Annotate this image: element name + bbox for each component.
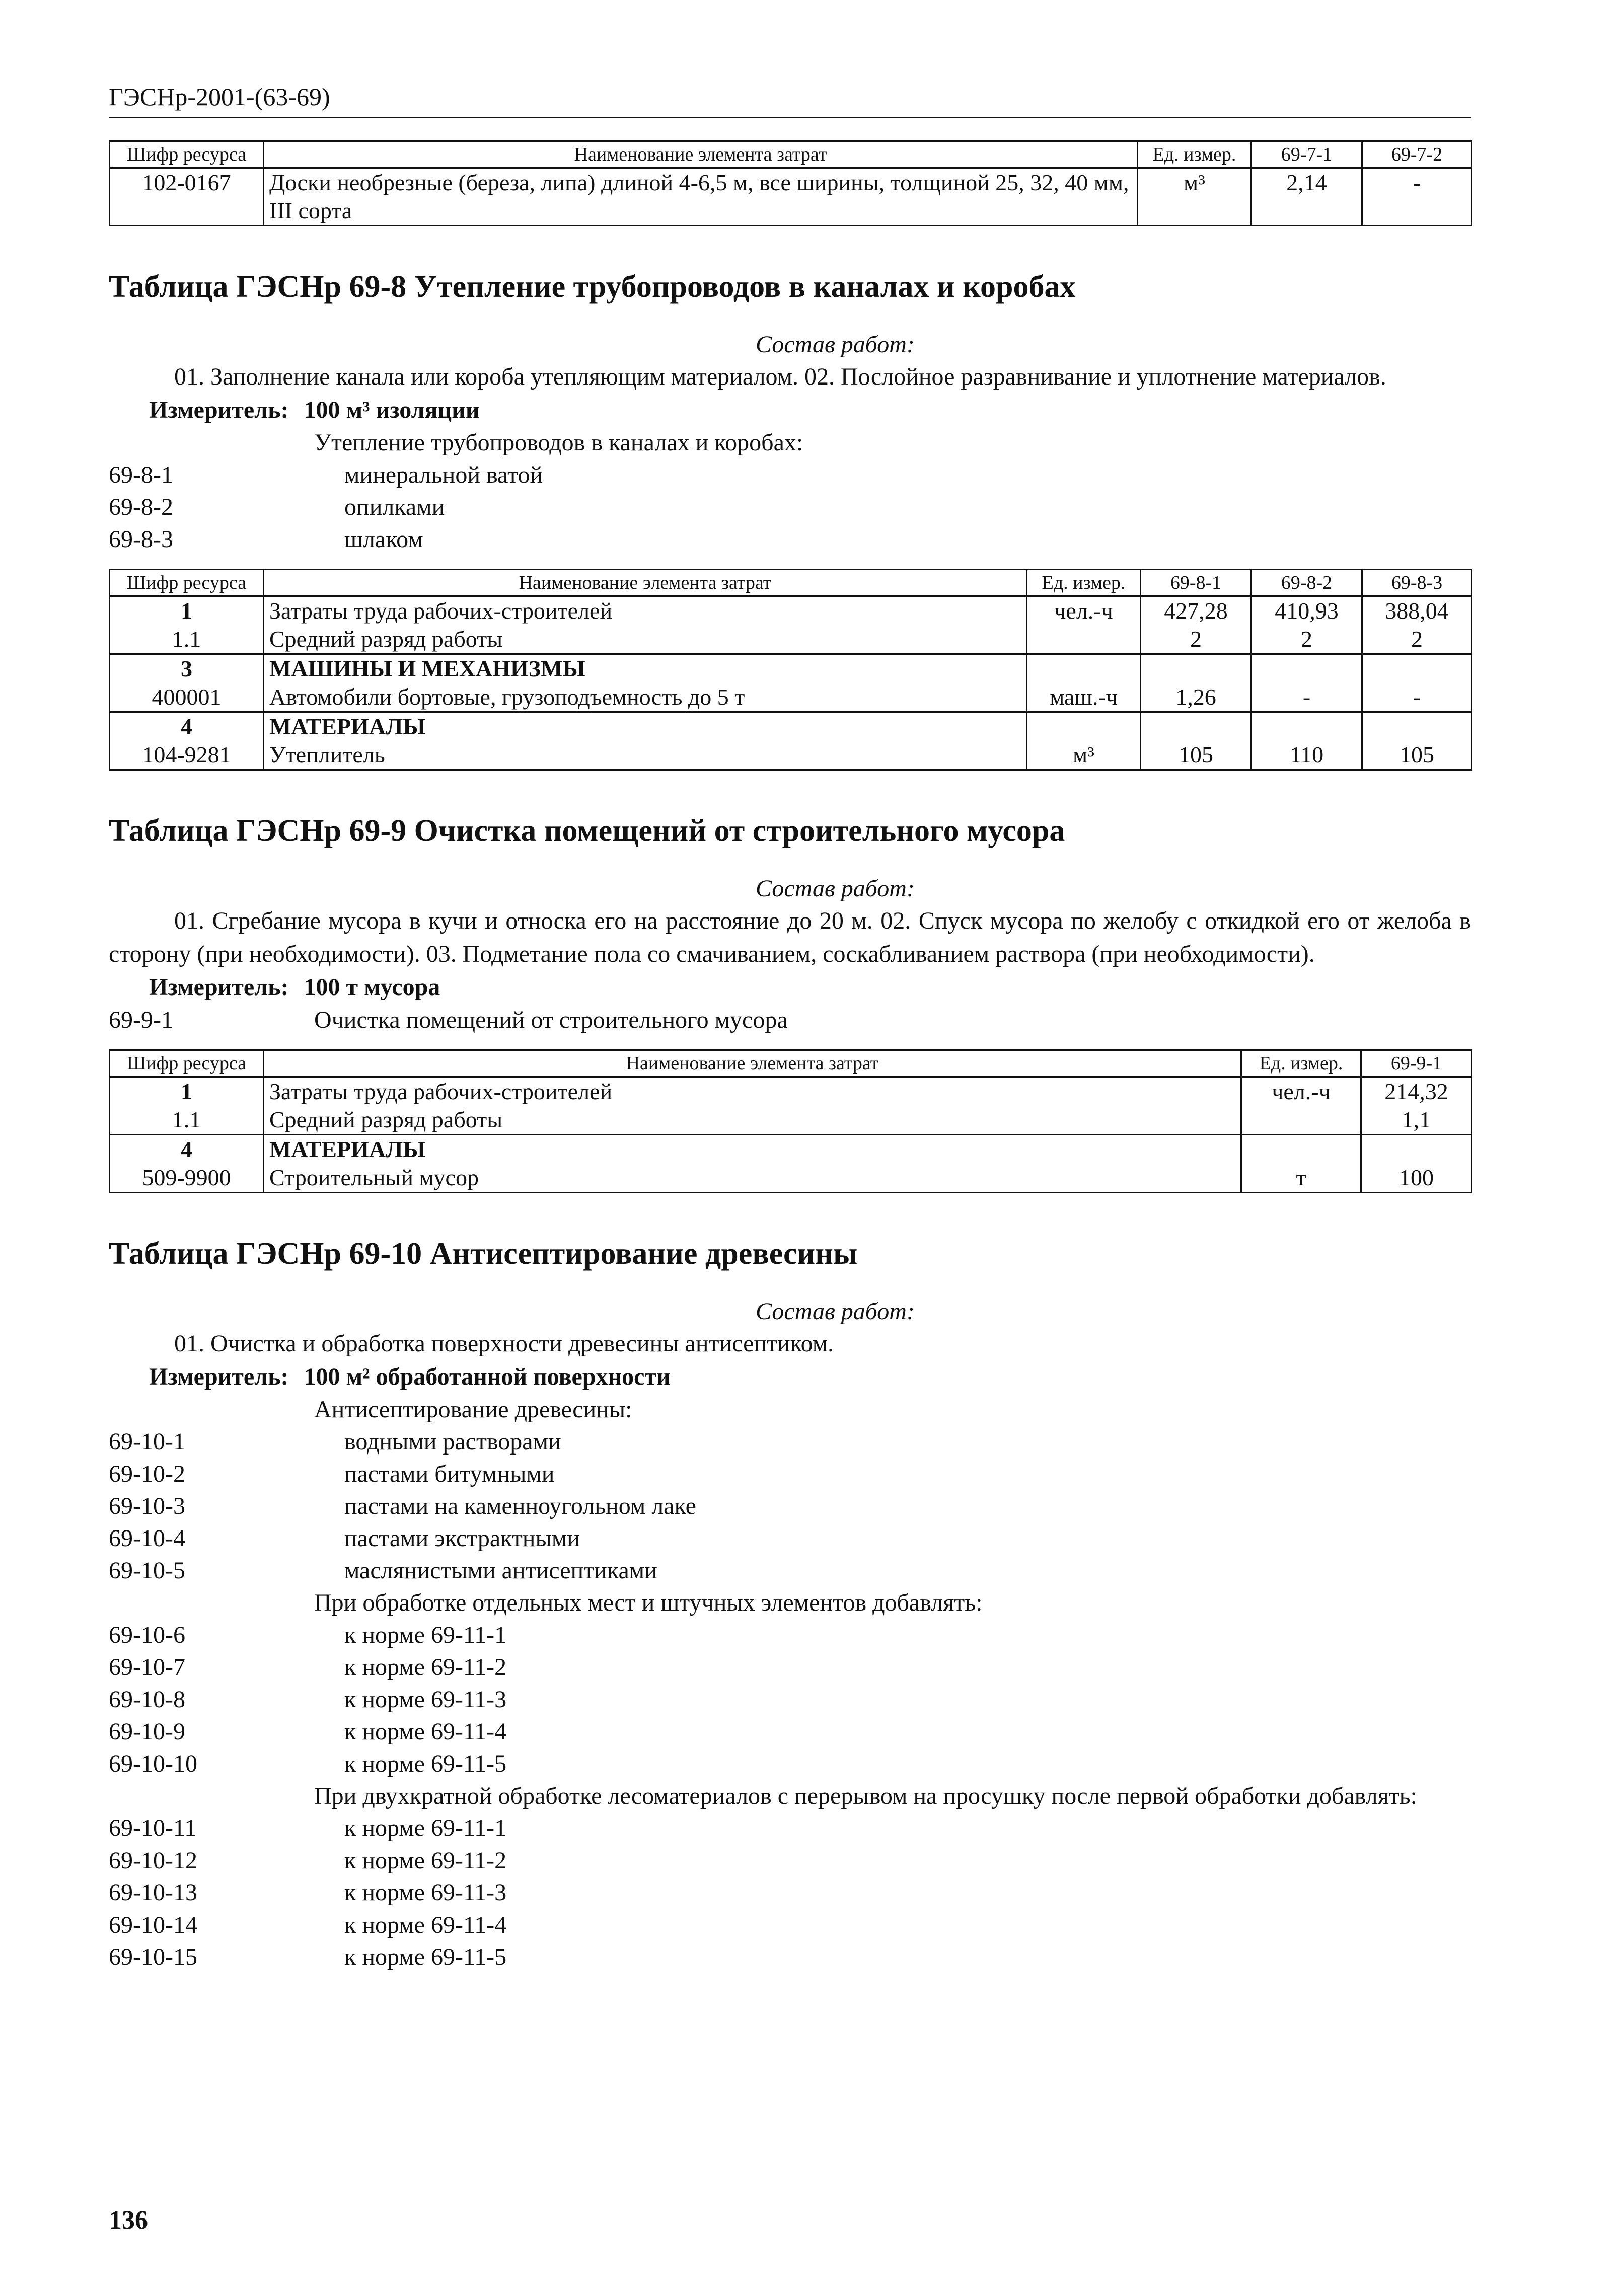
value-cell: 2: [1362, 625, 1472, 654]
unit-cell: [1241, 1135, 1361, 1164]
header-cell: 69-8-1: [1141, 570, 1251, 596]
table-row: [110, 1135, 1472, 1164]
norm-item: [109, 1877, 1471, 1909]
norm-code: 69-10-8: [109, 1686, 185, 1713]
norm-text: к норме 69-11-1: [344, 1622, 507, 1648]
norm-code: 69-8-2: [109, 494, 173, 520]
norm-text: пастами экстрактными: [344, 1525, 580, 1552]
norm-list: [109, 1619, 1471, 1780]
norm-item: [109, 1716, 1471, 1748]
norm-item: [109, 1909, 1471, 1941]
resource-code: 1.1: [110, 625, 264, 654]
norm-text: к норме 69-11-5: [344, 1750, 507, 1777]
table-69-9: [109, 1049, 1472, 1193]
norm-code: 69-10-12: [109, 1847, 197, 1874]
norm-text: водными растворами: [344, 1428, 561, 1455]
value-cell: -: [1362, 683, 1472, 712]
norm-caption: При двухкратной обработке лесоматериалов с перерывом на просушку после первой обработки добавлять:: [314, 1783, 1417, 1809]
meter-line: [109, 1360, 1471, 1394]
norm-item: [109, 1490, 1471, 1522]
value-cell: [1361, 1135, 1472, 1164]
norm-item: [109, 1683, 1471, 1716]
running-head: ГЭСНр-2001-(63-69): [109, 81, 1471, 118]
cost-element-name: Затраты труда рабочих-строителей: [264, 1077, 1241, 1106]
norm-item: [109, 1555, 1471, 1587]
table-69-8: [109, 569, 1472, 771]
norm-code: 69-10-13: [109, 1879, 197, 1906]
table-header-row: [110, 141, 1472, 168]
norm-item: [109, 1458, 1471, 1490]
norm-code: 69-10-5: [109, 1557, 185, 1584]
document-page: [109, 81, 1471, 1973]
norm-code: 69-10-10: [109, 1750, 197, 1777]
norm-code: 69-10-14: [109, 1911, 197, 1938]
norm-list: [109, 1812, 1471, 1973]
value-cell: 410,93: [1251, 596, 1362, 626]
section-title-69-9: Таблица ГЭСНр 69-9 Очистка помещений от строительного мусора: [109, 814, 1065, 848]
norm-item: [109, 1845, 1471, 1877]
resource-code: 4: [110, 712, 264, 741]
table-row: [110, 654, 1472, 683]
cost-element-name: Средний разряд работы: [264, 1106, 1241, 1135]
norm-item: [109, 1004, 1471, 1036]
table-row: [110, 1164, 1472, 1193]
table-row: [110, 625, 1472, 654]
header-cell: Наименование элемента затрат: [264, 1050, 1241, 1077]
norm-item: [109, 1522, 1471, 1555]
norm-item: [109, 1619, 1471, 1651]
cost-element-name: Затраты труда рабочих-строителей: [264, 596, 1027, 626]
section-title-69-10: Таблица ГЭСНр 69-10 Антисептирование древесины: [109, 1237, 858, 1271]
norm-text: к норме 69-11-2: [344, 1847, 507, 1874]
resource-code: 102-0167: [110, 168, 264, 226]
value-cell: 2: [1251, 625, 1362, 654]
header-cell: 69-9-1: [1361, 1050, 1472, 1077]
norm-text: Очистка помещений от строительного мусора: [314, 1007, 788, 1033]
value-cell: 2,14: [1251, 168, 1362, 226]
norm-item: [109, 1651, 1471, 1683]
value-cell: -: [1251, 683, 1362, 712]
norm-code: 69-10-6: [109, 1622, 185, 1648]
meter-label: Измеритель:: [149, 974, 289, 1001]
unit-cell: м³: [1027, 741, 1141, 770]
header-cell: 69-8-2: [1251, 570, 1362, 596]
norm-text: к норме 69-11-4: [344, 1718, 507, 1745]
header-cell: Ед. измер.: [1138, 141, 1251, 168]
norm-code: 69-10-2: [109, 1461, 185, 1487]
header-cell: Наименование элемента затрат: [264, 570, 1027, 596]
norm-code: 69-10-1: [109, 1428, 185, 1455]
meter-label: Измеритель:: [149, 397, 289, 423]
unit-cell: [1027, 712, 1141, 741]
value-cell: [1251, 712, 1362, 741]
value-cell: 110: [1251, 741, 1362, 770]
norm-text: к норме 69-11-1: [344, 1815, 507, 1842]
table-row: [110, 596, 1472, 626]
composition-text: 01. Сгребание мусора в кучи и относка его на расстояние до 20 м. 02. Спуск мусора по желобу с откидкой его от желоба в сторону (при необходимости). 03. Подметание пола со смачиванием, соскабливанием раствора (при необходимости).: [109, 907, 1471, 967]
norm-list: [109, 1004, 1471, 1036]
resource-code: 1: [110, 1077, 264, 1106]
unit-cell: чел.-ч: [1027, 596, 1141, 626]
value-cell: -: [1362, 168, 1472, 226]
norm-text: минеральной ватой: [344, 462, 543, 488]
header-cell: Наименование элемента затрат: [264, 141, 1138, 168]
norm-text: пастами на каменноугольном лаке: [344, 1493, 696, 1519]
norm-text: пастами битумными: [344, 1461, 555, 1487]
resource-code: 104-9281: [110, 741, 264, 770]
unit-cell: м³: [1138, 168, 1251, 226]
norm-code: 69-10-15: [109, 1944, 197, 1970]
table-row: [110, 1077, 1472, 1106]
value-cell: 2: [1141, 625, 1251, 654]
value-cell: 1,26: [1141, 683, 1251, 712]
table-header-row: [110, 1050, 1472, 1077]
meter-value: 100 м² обработанной поверхности: [304, 1363, 671, 1390]
norm-text: к норме 69-11-5: [344, 1944, 507, 1970]
header-cell: Ед. измер.: [1027, 570, 1141, 596]
meter-value: 100 м³ изоляции: [304, 397, 480, 423]
norm-item: [109, 1941, 1471, 1973]
composition-heading: Состав работ:: [756, 1298, 915, 1325]
norm-list: [109, 1426, 1471, 1587]
value-cell: 214,32: [1361, 1077, 1472, 1106]
resource-code: 509-9900: [110, 1164, 264, 1193]
table-row: [110, 1106, 1472, 1135]
unit-cell: маш.-ч: [1027, 683, 1141, 712]
header-cell: 69-8-3: [1362, 570, 1472, 596]
table-row: [110, 712, 1472, 741]
header-cell: Шифр ресурса: [110, 141, 264, 168]
norm-item: [109, 491, 1471, 523]
norm-list: [109, 459, 1471, 556]
value-cell: 105: [1362, 741, 1472, 770]
cost-element-name: Строительный мусор: [264, 1164, 1241, 1193]
norm-caption: Антисептирование древесины:: [314, 1396, 632, 1423]
page-number: 136: [109, 2206, 148, 2235]
norm-caption: Утепление трубопроводов в каналах и коробах:: [314, 429, 803, 456]
resource-code: 3: [110, 654, 264, 683]
composition-text: 01. Очистка и обработка поверхности древесины антисептиком.: [174, 1330, 834, 1357]
value-cell: [1141, 654, 1251, 683]
section-title-69-8: Таблица ГЭСНр 69-8 Утепление трубопроводов в каналах и коробах: [109, 270, 1076, 304]
resource-code: 1: [110, 596, 264, 626]
header-cell: Шифр ресурса: [110, 1050, 264, 1077]
value-cell: [1362, 654, 1472, 683]
resource-code: 4: [110, 1135, 264, 1164]
norm-item: [109, 523, 1471, 556]
norm-item: [109, 1426, 1471, 1458]
header-cell: 69-7-1: [1251, 141, 1362, 168]
norm-text: опилками: [344, 494, 445, 520]
value-cell: 427,28: [1141, 596, 1251, 626]
table-row: [110, 741, 1472, 770]
composition-text: 01. Заполнение канала или короба утепляющим материалом. 02. Послойное разравнивание и уплотнение материалов.: [174, 363, 1386, 390]
meter-line: [109, 971, 1471, 1004]
unit-cell: [1241, 1106, 1361, 1135]
norm-code: 69-10-4: [109, 1525, 185, 1552]
norm-code: 69-10-9: [109, 1718, 185, 1745]
meter-value: 100 т мусора: [304, 974, 440, 1001]
norm-caption: При обработке отдельных мест и штучных элементов добавлять:: [314, 1589, 983, 1616]
norm-code: 69-10-7: [109, 1654, 185, 1680]
cost-element-name: Доски необрезные (береза, липа) длиной 4-6,5 м, все ширины, толщиной 25, 32, 40 мм, III сорта: [264, 168, 1138, 226]
meter-line: [109, 394, 1471, 427]
meter-label: Измеритель:: [149, 1363, 289, 1390]
norm-code: 69-8-1: [109, 462, 173, 488]
value-cell: 388,04: [1362, 596, 1472, 626]
norm-item: [109, 1748, 1471, 1780]
cost-element-name: МАТЕРИАЛЫ: [264, 712, 1027, 741]
cost-element-name: Средний разряд работы: [264, 625, 1027, 654]
cost-element-name: Автомобили бортовые, грузоподъемность до 5 т: [264, 683, 1027, 712]
norm-code: 69-9-1: [109, 1007, 173, 1033]
resource-code: 400001: [110, 683, 264, 712]
table-69-7-continuation: [109, 140, 1472, 226]
norm-text: к норме 69-11-4: [344, 1911, 507, 1938]
unit-cell: [1027, 625, 1141, 654]
norm-text: шлаком: [344, 526, 423, 553]
norm-item: [109, 1812, 1471, 1845]
norm-code: 69-8-3: [109, 526, 173, 553]
norm-text: к норме 69-11-2: [344, 1654, 507, 1680]
composition-heading: Состав работ:: [756, 875, 915, 902]
resource-code: 1.1: [110, 1106, 264, 1135]
norm-text: к норме 69-11-3: [344, 1686, 507, 1713]
unit-cell: чел.-ч: [1241, 1077, 1361, 1106]
value-cell: [1251, 654, 1362, 683]
value-cell: 100: [1361, 1164, 1472, 1193]
value-cell: [1141, 712, 1251, 741]
unit-cell: [1027, 654, 1141, 683]
value-cell: 1,1: [1361, 1106, 1472, 1135]
table-row: [110, 168, 1472, 226]
table-row: [110, 683, 1472, 712]
cost-element-name: Утеплитель: [264, 741, 1027, 770]
cost-element-name: МАТЕРИАЛЫ: [264, 1135, 1241, 1164]
value-cell: 105: [1141, 741, 1251, 770]
norm-item: [109, 459, 1471, 491]
header-cell: 69-7-2: [1362, 141, 1472, 168]
norm-code: 69-10-11: [109, 1815, 197, 1842]
norm-text: маслянистыми антисептиками: [344, 1557, 657, 1584]
header-cell: Шифр ресурса: [110, 570, 264, 596]
norm-code: 69-10-3: [109, 1493, 185, 1519]
unit-cell: т: [1241, 1164, 1361, 1193]
cost-element-name: МАШИНЫ И МЕХАНИЗМЫ: [264, 654, 1027, 683]
norm-text: к норме 69-11-3: [344, 1879, 507, 1906]
value-cell: [1362, 712, 1472, 741]
header-cell: Ед. измер.: [1241, 1050, 1361, 1077]
composition-heading: Состав работ:: [756, 331, 915, 358]
table-header-row: [110, 570, 1472, 596]
